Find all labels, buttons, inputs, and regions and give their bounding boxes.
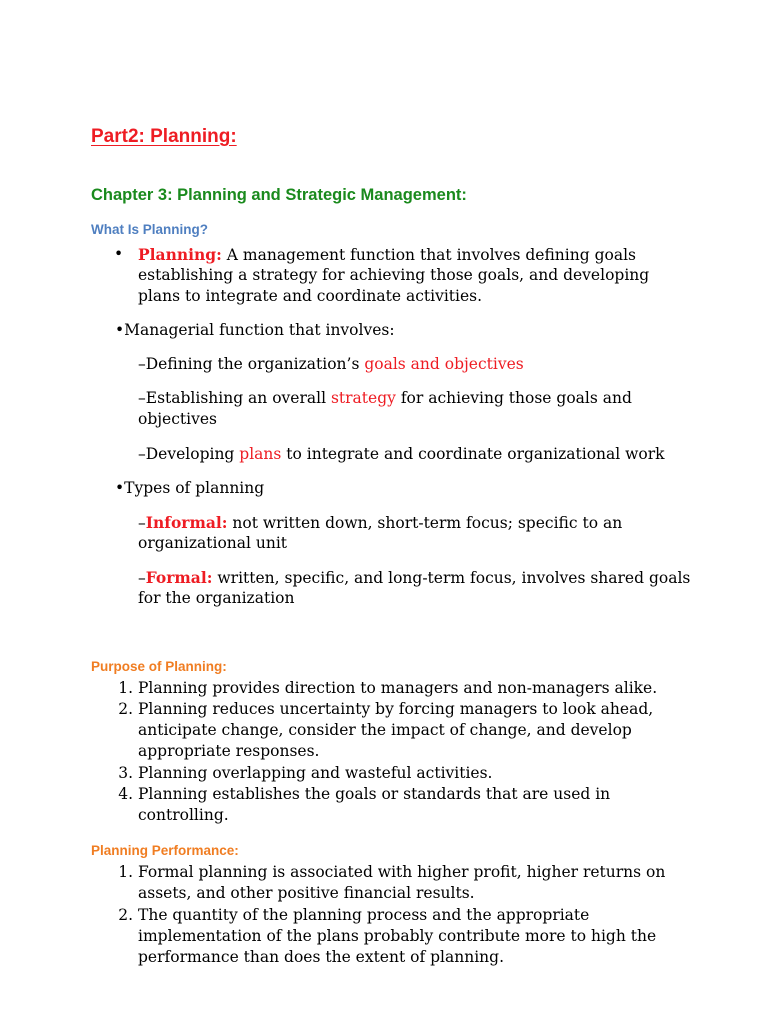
definition-line-1	[138, 244, 636, 267]
purpose-item-3: Planning overlapping and wasteful activities.	[138, 764, 493, 782]
performance-item-1-line-2: assets, and other positive financial results.	[138, 884, 475, 902]
definition-text: A management function that involves defining goals	[221, 246, 636, 264]
purpose-item-2-line-2: anticipate change, consider the impact of change, and develop	[138, 721, 632, 739]
purpose-item-4-line-2: controlling.	[138, 806, 229, 824]
item-text: to integrate and coordinate organizational work	[281, 445, 665, 463]
dash: –	[138, 569, 146, 587]
list-number: 1.	[118, 863, 133, 881]
purpose-item-4-line-1: Planning establishes the goals or standards that are used in	[138, 785, 611, 803]
item-highlight: plans	[239, 445, 282, 463]
formal-text: written, specific, and long-term focus, involves shared goals	[212, 569, 691, 587]
informal-text: not written down, short-term focus; specific to an	[227, 514, 623, 532]
item-highlight: goals and objectives	[364, 355, 524, 373]
performance-item-2-line-2: implementation of the plans probably contribute more to high the	[138, 927, 657, 945]
types-intro: •Types of planning	[115, 479, 265, 497]
performance-item-1-line-1: Formal planning is associated with higher profit, higher returns on	[138, 863, 666, 881]
performance-item-2-line-1: The quantity of the planning process and the appropriate	[138, 906, 590, 924]
purpose-item-1: Planning provides direction to managers and non-managers alike.	[138, 679, 658, 697]
formal-term: Formal:	[145, 568, 213, 587]
item-highlight: strategy	[330, 389, 396, 407]
managerial-item-strategy	[138, 388, 632, 410]
managerial-item-plans	[138, 444, 665, 466]
type-informal-cont: organizational unit	[138, 534, 288, 552]
what-is-planning-heading: What Is Planning?	[91, 222, 208, 237]
purpose-item-2-line-1: Planning reduces uncertainty by forcing managers to look ahead,	[138, 700, 654, 718]
list-number: 3.	[118, 764, 133, 782]
performance-item-2-line-3: performance than does the extent of planning.	[138, 948, 504, 966]
chapter-title: Chapter 3: Planning and Strategic Management:	[91, 186, 467, 204]
type-formal	[138, 567, 690, 590]
list-number: 4.	[118, 785, 133, 803]
type-informal	[138, 512, 622, 535]
managerial-item-strategy-cont: objectives	[138, 410, 217, 428]
purpose-heading: Purpose of Planning:	[91, 659, 227, 674]
purpose-item-2-line-3: appropriate responses.	[138, 742, 320, 760]
list-number: 1.	[118, 679, 133, 697]
item-text: –Establishing an overall	[138, 389, 331, 407]
list-number: 2.	[118, 700, 133, 718]
definition-line-3: plans to integrate and coordinate activities.	[138, 287, 483, 305]
dash: –	[138, 514, 146, 532]
list-number: 2.	[118, 906, 133, 924]
bullet-icon: •	[114, 245, 124, 263]
definition-line-2: establishing a strategy for achieving those goals, and developing	[138, 266, 650, 284]
item-text: for achieving those goals and	[395, 389, 632, 407]
managerial-item-goals	[138, 354, 524, 376]
managerial-intro: •Managerial function that involves:	[115, 321, 395, 339]
type-formal-cont: for the organization	[138, 589, 295, 607]
definition-term: Planning:	[138, 245, 222, 264]
item-text: –Defining the organization’s	[138, 355, 365, 373]
performance-heading: Planning Performance:	[91, 843, 239, 858]
item-text: –Developing	[138, 445, 240, 463]
informal-term: Informal:	[145, 513, 228, 532]
part-title: Part2: Planning:	[91, 126, 237, 147]
